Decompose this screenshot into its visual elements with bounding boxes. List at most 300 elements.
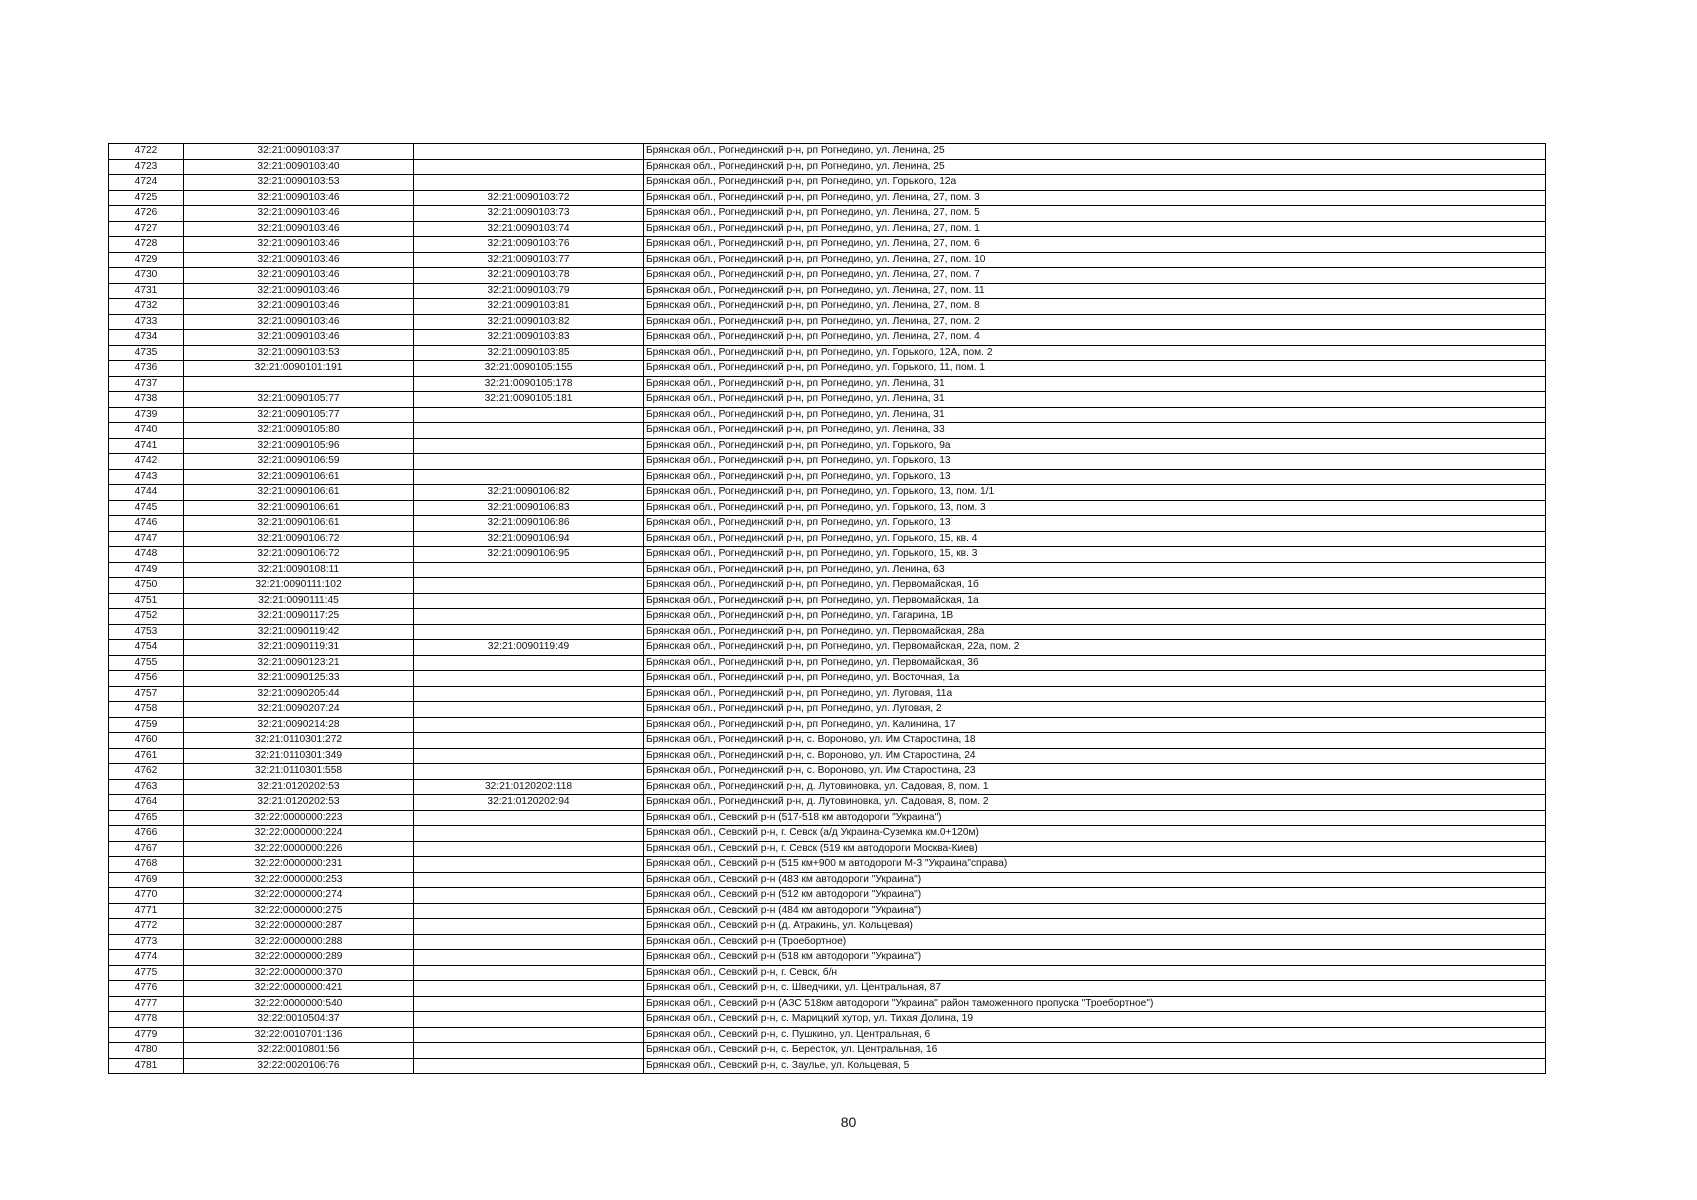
row-number-cell: 4748 bbox=[109, 547, 184, 563]
table-row bbox=[109, 516, 1546, 532]
row-number-cell: 4744 bbox=[109, 485, 184, 501]
table-row bbox=[109, 810, 1546, 826]
cadastral-number-cell: 32:21:0090106:61 bbox=[184, 500, 414, 516]
row-number-cell: 4732 bbox=[109, 299, 184, 315]
sub-cadastral-number-cell bbox=[414, 733, 644, 749]
address-cell: Брянская обл., Севский р-н, с. Пушкино, ул. Центральная, 6 bbox=[644, 1027, 1546, 1043]
row-number-cell: 4763 bbox=[109, 779, 184, 795]
table-row bbox=[109, 221, 1546, 237]
sub-cadastral-number-cell bbox=[414, 841, 644, 857]
cadastral-number-cell: 32:22:0010504:37 bbox=[184, 1012, 414, 1028]
address-cell: Брянская обл., Севский р-н (515 км+900 м автодороги М-3 "Украина"справа) bbox=[644, 857, 1546, 873]
address-cell: Брянская обл., Рогнединский р-н, с. Вороново, ул. Им Старостина, 24 bbox=[644, 748, 1546, 764]
sub-cadastral-number-cell bbox=[414, 454, 644, 470]
sub-cadastral-number-cell bbox=[414, 686, 644, 702]
cadastral-number-cell: 32:21:0090108:11 bbox=[184, 562, 414, 578]
sub-cadastral-number-cell bbox=[414, 175, 644, 191]
cadastral-number-cell: 32:21:0110301:272 bbox=[184, 733, 414, 749]
table-row bbox=[109, 872, 1546, 888]
cadastral-number-cell: 32:22:0010701:136 bbox=[184, 1027, 414, 1043]
sub-cadastral-number-cell bbox=[414, 1012, 644, 1028]
address-cell: Брянская обл., Рогнединский р-н, рп Рогнедино, ул. Ленина, 27, пом. 7 bbox=[644, 268, 1546, 284]
cadastral-number-cell: 32:21:0090103:46 bbox=[184, 299, 414, 315]
row-number-cell: 4776 bbox=[109, 981, 184, 997]
cadastral-number-cell: 32:22:0000000:253 bbox=[184, 872, 414, 888]
row-number-cell: 4747 bbox=[109, 531, 184, 547]
row-number-cell: 4737 bbox=[109, 376, 184, 392]
address-cell: Брянская обл., Рогнединский р-н, с. Вороново, ул. Им Старостина, 18 bbox=[644, 733, 1546, 749]
sub-cadastral-number-cell: 32:21:0090105:181 bbox=[414, 392, 644, 408]
address-cell: Брянская обл., Рогнединский р-н, рп Рогнедино, ул. Ленина, 31 bbox=[644, 392, 1546, 408]
sub-cadastral-number-cell: 32:21:0090103:82 bbox=[414, 314, 644, 330]
row-number-cell: 4771 bbox=[109, 903, 184, 919]
address-cell: Брянская обл., Рогнединский р-н, рп Рогнедино, ул. Горького, 15, кв. 4 bbox=[644, 531, 1546, 547]
table-row bbox=[109, 841, 1546, 857]
table-row bbox=[109, 950, 1546, 966]
sub-cadastral-number-cell bbox=[414, 159, 644, 175]
table-row bbox=[109, 702, 1546, 718]
table-row bbox=[109, 1027, 1546, 1043]
address-cell: Брянская обл., Рогнединский р-н, рп Рогнедино, ул. Ленина, 27, пом. 10 bbox=[644, 252, 1546, 268]
row-number-cell: 4731 bbox=[109, 283, 184, 299]
row-number-cell: 4753 bbox=[109, 624, 184, 640]
cadastral-number-cell: 32:21:0090105:77 bbox=[184, 407, 414, 423]
address-cell: Брянская обл., Севский р-н, с. Марицкий хутор, ул. Тихая Долина, 19 bbox=[644, 1012, 1546, 1028]
sub-cadastral-number-cell bbox=[414, 562, 644, 578]
sub-cadastral-number-cell: 32:21:0090103:73 bbox=[414, 206, 644, 222]
sub-cadastral-number-cell: 32:21:0090103:78 bbox=[414, 268, 644, 284]
row-number-cell: 4762 bbox=[109, 764, 184, 780]
row-number-cell: 4764 bbox=[109, 795, 184, 811]
row-number-cell: 4740 bbox=[109, 423, 184, 439]
row-number-cell: 4724 bbox=[109, 175, 184, 191]
sub-cadastral-number-cell: 32:21:0090106:86 bbox=[414, 516, 644, 532]
address-cell: Брянская обл., Рогнединский р-н, рп Рогнедино, ул. Ленина, 27, пом. 8 bbox=[644, 299, 1546, 315]
address-cell: Брянская обл., Рогнединский р-н, д. Лутовиновка, ул. Садовая, 8, пом. 2 bbox=[644, 795, 1546, 811]
address-cell: Брянская обл., Рогнединский р-н, рп Рогнедино, ул. Ленина, 33 bbox=[644, 423, 1546, 439]
row-number-cell: 4767 bbox=[109, 841, 184, 857]
table-row bbox=[109, 655, 1546, 671]
cadastral-number-cell: 32:22:0000000:287 bbox=[184, 919, 414, 935]
address-cell: Брянская обл., Рогнединский р-н, рп Рогнедино, ул. Ленина, 25 bbox=[644, 159, 1546, 175]
row-number-cell: 4735 bbox=[109, 345, 184, 361]
table-row bbox=[109, 965, 1546, 981]
table-row bbox=[109, 175, 1546, 191]
cadastral-number-cell: 32:21:0090103:46 bbox=[184, 330, 414, 346]
sub-cadastral-number-cell bbox=[414, 888, 644, 904]
row-number-cell: 4766 bbox=[109, 826, 184, 842]
sub-cadastral-number-cell: 32:21:0090103:72 bbox=[414, 190, 644, 206]
address-cell: Брянская обл., Рогнединский р-н, рп Рогнедино, ул. Ленина, 27, пом. 3 bbox=[644, 190, 1546, 206]
address-cell: Брянская обл., Рогнединский р-н, рп Рогнедино, ул. Гагарина, 1В bbox=[644, 609, 1546, 625]
table-row bbox=[109, 578, 1546, 594]
row-number-cell: 4741 bbox=[109, 438, 184, 454]
row-number-cell: 4736 bbox=[109, 361, 184, 377]
row-number-cell: 4726 bbox=[109, 206, 184, 222]
address-cell: Брянская обл., Севский р-н, с. Шведчики, ул. Центральная, 87 bbox=[644, 981, 1546, 997]
table-row bbox=[109, 252, 1546, 268]
cadastral-number-cell: 32:21:0090125:33 bbox=[184, 671, 414, 687]
table-row bbox=[109, 469, 1546, 485]
sub-cadastral-number-cell bbox=[414, 1058, 644, 1074]
address-cell: Брянская обл., Севский р-н, г. Севск (а/д Украина-Суземка км.0+120м) bbox=[644, 826, 1546, 842]
cadastral-number-cell: 32:21:0120202:53 bbox=[184, 795, 414, 811]
table-row bbox=[109, 826, 1546, 842]
row-number-cell: 4779 bbox=[109, 1027, 184, 1043]
table-row bbox=[109, 857, 1546, 873]
sub-cadastral-number-cell bbox=[414, 965, 644, 981]
address-cell: Брянская обл., Севский р-н (Троебортное) bbox=[644, 934, 1546, 950]
row-number-cell: 4733 bbox=[109, 314, 184, 330]
address-cell: Брянская обл., Рогнединский р-н, рп Рогнедино, ул. Первомайская, 1б bbox=[644, 578, 1546, 594]
address-cell: Брянская обл., Рогнединский р-н, рп Рогнедино, ул. Горького, 13 bbox=[644, 516, 1546, 532]
table-row bbox=[109, 237, 1546, 253]
cadastral-number-cell: 32:21:0090105:80 bbox=[184, 423, 414, 439]
row-number-cell: 4777 bbox=[109, 996, 184, 1012]
table-row bbox=[109, 1058, 1546, 1074]
row-number-cell: 4760 bbox=[109, 733, 184, 749]
sub-cadastral-number-cell: 32:21:0090105:155 bbox=[414, 361, 644, 377]
address-cell: Брянская обл., Севский р-н (484 км автодороги "Украина") bbox=[644, 903, 1546, 919]
cadastral-number-cell: 32:21:0090205:44 bbox=[184, 686, 414, 702]
table-row bbox=[109, 330, 1546, 346]
sub-cadastral-number-cell bbox=[414, 407, 644, 423]
cadastral-number-cell: 32:21:0090111:45 bbox=[184, 593, 414, 609]
table-row bbox=[109, 268, 1546, 284]
property-registry-table bbox=[108, 143, 1546, 1074]
sub-cadastral-number-cell bbox=[414, 423, 644, 439]
address-cell: Брянская обл., Рогнединский р-н, рп Рогнедино, ул. Ленина, 27, пом. 1 bbox=[644, 221, 1546, 237]
table-row bbox=[109, 190, 1546, 206]
cadastral-number-cell: 32:21:0090106:61 bbox=[184, 516, 414, 532]
address-cell: Брянская обл., Севский р-н (д. Атракинь, ул. Кольцевая) bbox=[644, 919, 1546, 935]
cadastral-number-cell: 32:21:0090103:46 bbox=[184, 268, 414, 284]
row-number-cell: 4755 bbox=[109, 655, 184, 671]
sub-cadastral-number-cell bbox=[414, 717, 644, 733]
cadastral-number-cell: 32:21:0090214:28 bbox=[184, 717, 414, 733]
cadastral-number-cell: 32:21:0090117:25 bbox=[184, 609, 414, 625]
address-cell: Брянская обл., Рогнединский р-н, рп Рогнедино, ул. Первомайская, 22а, пом. 2 bbox=[644, 640, 1546, 656]
address-cell: Брянская обл., Рогнединский р-н, рп Рогнедино, ул. Горького, 12а bbox=[644, 175, 1546, 191]
table-row bbox=[109, 361, 1546, 377]
row-number-cell: 4761 bbox=[109, 748, 184, 764]
cadastral-number-cell: 32:21:0090111:102 bbox=[184, 578, 414, 594]
cadastral-number-cell: 32:21:0090106:72 bbox=[184, 547, 414, 563]
sub-cadastral-number-cell bbox=[414, 469, 644, 485]
row-number-cell: 4742 bbox=[109, 454, 184, 470]
row-number-cell: 4781 bbox=[109, 1058, 184, 1074]
sub-cadastral-number-cell bbox=[414, 609, 644, 625]
sub-cadastral-number-cell bbox=[414, 919, 644, 935]
cadastral-number-cell: 32:21:0090105:77 bbox=[184, 392, 414, 408]
cadastral-number-cell: 32:22:0000000:289 bbox=[184, 950, 414, 966]
address-cell: Брянская обл., Севский р-н (АЗС 518км автодороги "Украина" район таможенного пропуска "Троебортное") bbox=[644, 996, 1546, 1012]
address-cell: Брянская обл., Севский р-н, с. Бересток, ул. Центральная, 16 bbox=[644, 1043, 1546, 1059]
row-number-cell: 4765 bbox=[109, 810, 184, 826]
address-cell: Брянская обл., Севский р-н (512 км автодороги "Украина") bbox=[644, 888, 1546, 904]
sub-cadastral-number-cell: 32:21:0090103:76 bbox=[414, 237, 644, 253]
cadastral-number-cell: 32:22:0000000:540 bbox=[184, 996, 414, 1012]
address-cell: Брянская обл., Рогнединский р-н, рп Рогнедино, ул. Ленина, 25 bbox=[644, 144, 1546, 160]
sub-cadastral-number-cell bbox=[414, 934, 644, 950]
table-row bbox=[109, 903, 1546, 919]
table-row bbox=[109, 640, 1546, 656]
table-row bbox=[109, 671, 1546, 687]
sub-cadastral-number-cell: 32:21:0090103:74 bbox=[414, 221, 644, 237]
address-cell: Брянская обл., Рогнединский р-н, с. Вороново, ул. Им Старостина, 23 bbox=[644, 764, 1546, 780]
row-number-cell: 4774 bbox=[109, 950, 184, 966]
address-cell: Брянская обл., Рогнединский р-н, рп Рогнедино, ул. Ленина, 31 bbox=[644, 407, 1546, 423]
address-cell: Брянская обл., Рогнединский р-н, рп Рогнедино, ул. Ленина, 27, пом. 11 bbox=[644, 283, 1546, 299]
address-cell: Брянская обл., Рогнединский р-н, рп Рогнедино, ул. Восточная, 1а bbox=[644, 671, 1546, 687]
sub-cadastral-number-cell bbox=[414, 810, 644, 826]
table-row bbox=[109, 206, 1546, 222]
cadastral-number-cell: 32:22:0000000:274 bbox=[184, 888, 414, 904]
address-cell: Брянская обл., Рогнединский р-н, рп Рогнедино, ул. Ленина, 27, пом. 5 bbox=[644, 206, 1546, 222]
sub-cadastral-number-cell: 32:21:0090106:95 bbox=[414, 547, 644, 563]
cadastral-number-cell: 32:22:0000000:231 bbox=[184, 857, 414, 873]
sub-cadastral-number-cell: 32:21:0090106:94 bbox=[414, 531, 644, 547]
address-cell: Брянская обл., Севский р-н (483 км автодороги "Украина") bbox=[644, 872, 1546, 888]
table-row bbox=[109, 888, 1546, 904]
row-number-cell: 4780 bbox=[109, 1043, 184, 1059]
sub-cadastral-number-cell bbox=[414, 826, 644, 842]
address-cell: Брянская обл., Рогнединский р-н, рп Рогнедино, ул. Горького, 12А, пом. 2 bbox=[644, 345, 1546, 361]
address-cell: Брянская обл., Рогнединский р-н, рп Рогнедино, ул. Первомайская, 36 bbox=[644, 655, 1546, 671]
table-row bbox=[109, 454, 1546, 470]
sub-cadastral-number-cell bbox=[414, 624, 644, 640]
address-cell: Брянская обл., Севский р-н, г. Севск, б/н bbox=[644, 965, 1546, 981]
sub-cadastral-number-cell bbox=[414, 981, 644, 997]
sub-cadastral-number-cell: 32:21:0090103:83 bbox=[414, 330, 644, 346]
cadastral-number-cell: 32:21:0090103:46 bbox=[184, 283, 414, 299]
sub-cadastral-number-cell: 32:21:0090103:85 bbox=[414, 345, 644, 361]
sub-cadastral-number-cell bbox=[414, 593, 644, 609]
row-number-cell: 4738 bbox=[109, 392, 184, 408]
cadastral-number-cell: 32:21:0090103:40 bbox=[184, 159, 414, 175]
cadastral-number-cell: 32:21:0090119:31 bbox=[184, 640, 414, 656]
row-number-cell: 4759 bbox=[109, 717, 184, 733]
table-row bbox=[109, 407, 1546, 423]
table-row bbox=[109, 562, 1546, 578]
address-cell: Брянская обл., Рогнединский р-н, д. Лутовиновка, ул. Садовая, 8, пом. 1 bbox=[644, 779, 1546, 795]
row-number-cell: 4757 bbox=[109, 686, 184, 702]
sub-cadastral-number-cell bbox=[414, 144, 644, 160]
row-number-cell: 4751 bbox=[109, 593, 184, 609]
row-number-cell: 4758 bbox=[109, 702, 184, 718]
table-row bbox=[109, 593, 1546, 609]
sub-cadastral-number-cell: 32:21:0090103:81 bbox=[414, 299, 644, 315]
sub-cadastral-number-cell bbox=[414, 857, 644, 873]
address-cell: Брянская обл., Рогнединский р-н, рп Рогнедино, ул. Калинина, 17 bbox=[644, 717, 1546, 733]
sub-cadastral-number-cell: 32:21:0090119:49 bbox=[414, 640, 644, 656]
sub-cadastral-number-cell: 32:21:0120202:94 bbox=[414, 795, 644, 811]
sub-cadastral-number-cell bbox=[414, 748, 644, 764]
cadastral-number-cell: 32:21:0090103:46 bbox=[184, 190, 414, 206]
address-cell: Брянская обл., Рогнединский р-н, рп Рогнедино, ул. Горького, 13 bbox=[644, 469, 1546, 485]
table-row bbox=[109, 144, 1546, 160]
cadastral-number-cell: 32:21:0090103:46 bbox=[184, 221, 414, 237]
page-number: 80 bbox=[840, 1114, 857, 1130]
table-row bbox=[109, 609, 1546, 625]
sub-cadastral-number-cell bbox=[414, 702, 644, 718]
cadastral-number-cell: 32:22:0000000:224 bbox=[184, 826, 414, 842]
address-cell: Брянская обл., Рогнединский р-н, рп Рогнедино, ул. Луговая, 11а bbox=[644, 686, 1546, 702]
address-cell: Брянская обл., Рогнединский р-н, рп Рогнедино, ул. Горького, 15, кв. 3 bbox=[644, 547, 1546, 563]
row-number-cell: 4769 bbox=[109, 872, 184, 888]
table-row bbox=[109, 1043, 1546, 1059]
address-cell: Брянская обл., Рогнединский р-н, рп Рогнедино, ул. Ленина, 27, пом. 2 bbox=[644, 314, 1546, 330]
row-number-cell: 4775 bbox=[109, 965, 184, 981]
table-row bbox=[109, 779, 1546, 795]
row-number-cell: 4722 bbox=[109, 144, 184, 160]
cadastral-number-cell: 32:21:0090207:24 bbox=[184, 702, 414, 718]
table-row bbox=[109, 531, 1546, 547]
table-row bbox=[109, 392, 1546, 408]
table-row bbox=[109, 423, 1546, 439]
address-cell: Брянская обл., Рогнединский р-н, рп Рогнедино, ул. Горького, 13, пом. 1/1 bbox=[644, 485, 1546, 501]
sub-cadastral-number-cell bbox=[414, 950, 644, 966]
sub-cadastral-number-cell: 32:21:0090103:77 bbox=[414, 252, 644, 268]
table-row bbox=[109, 1012, 1546, 1028]
table-row bbox=[109, 283, 1546, 299]
row-number-cell: 4734 bbox=[109, 330, 184, 346]
table-row bbox=[109, 717, 1546, 733]
cadastral-number-cell: 32:21:0090106:61 bbox=[184, 469, 414, 485]
table-row bbox=[109, 624, 1546, 640]
table-row bbox=[109, 438, 1546, 454]
row-number-cell: 4772 bbox=[109, 919, 184, 935]
cadastral-number-cell: 32:21:0090103:37 bbox=[184, 144, 414, 160]
address-cell: Брянская обл., Рогнединский р-н, рп Рогнедино, ул. Горького, 9а bbox=[644, 438, 1546, 454]
address-cell: Брянская обл., Рогнединский р-н, рп Рогнедино, ул. Горького, 13 bbox=[644, 454, 1546, 470]
row-number-cell: 4745 bbox=[109, 500, 184, 516]
address-cell: Брянская обл., Севский р-н, с. Заулье, ул. Кольцевая, 5 bbox=[644, 1058, 1546, 1074]
address-cell: Брянская обл., Севский р-н (517-518 км автодороги "Украина") bbox=[644, 810, 1546, 826]
cadastral-number-cell: 32:22:0000000:421 bbox=[184, 981, 414, 997]
row-number-cell: 4723 bbox=[109, 159, 184, 175]
row-number-cell: 4730 bbox=[109, 268, 184, 284]
row-number-cell: 4746 bbox=[109, 516, 184, 532]
address-cell: Брянская обл., Севский р-н (518 км автодороги "Украина") bbox=[644, 950, 1546, 966]
sub-cadastral-number-cell bbox=[414, 438, 644, 454]
row-number-cell: 4727 bbox=[109, 221, 184, 237]
table-row bbox=[109, 764, 1546, 780]
cadastral-number-cell: 32:21:0090119:42 bbox=[184, 624, 414, 640]
table-row bbox=[109, 500, 1546, 516]
address-cell: Брянская обл., Севский р-н, г. Севск (519 км автодороги Москва-Киев) bbox=[644, 841, 1546, 857]
cadastral-number-cell: 32:22:0000000:275 bbox=[184, 903, 414, 919]
sub-cadastral-number-cell bbox=[414, 996, 644, 1012]
row-number-cell: 4773 bbox=[109, 934, 184, 950]
address-cell: Брянская обл., Рогнединский р-н, рп Рогнедино, ул. Луговая, 2 bbox=[644, 702, 1546, 718]
registry-table-body bbox=[109, 144, 1546, 1074]
table-row bbox=[109, 159, 1546, 175]
table-row bbox=[109, 485, 1546, 501]
cadastral-number-cell: 32:21:0090106:61 bbox=[184, 485, 414, 501]
table-row bbox=[109, 733, 1546, 749]
address-cell: Брянская обл., Рогнединский р-н, рп Рогнедино, ул. Первомайская, 1а bbox=[644, 593, 1546, 609]
address-cell: Брянская обл., Рогнединский р-н, рп Рогнедино, ул. Ленина, 27, пом. 4 bbox=[644, 330, 1546, 346]
row-number-cell: 4749 bbox=[109, 562, 184, 578]
table-row bbox=[109, 314, 1546, 330]
cadastral-number-cell: 32:21:0090123:21 bbox=[184, 655, 414, 671]
address-cell: Брянская обл., Рогнединский р-н, рп Рогнедино, ул. Горького, 11, пом. 1 bbox=[644, 361, 1546, 377]
cadastral-number-cell: 32:22:0000000:288 bbox=[184, 934, 414, 950]
cadastral-number-cell bbox=[184, 376, 414, 392]
cadastral-number-cell: 32:21:0090103:53 bbox=[184, 345, 414, 361]
sub-cadastral-number-cell bbox=[414, 655, 644, 671]
cadastral-number-cell: 32:22:0010801:56 bbox=[184, 1043, 414, 1059]
cadastral-number-cell: 32:21:0090103:46 bbox=[184, 237, 414, 253]
cadastral-number-cell: 32:21:0090105:96 bbox=[184, 438, 414, 454]
cadastral-number-cell: 32:22:0000000:370 bbox=[184, 965, 414, 981]
sub-cadastral-number-cell bbox=[414, 1027, 644, 1043]
table-row bbox=[109, 996, 1546, 1012]
cadastral-number-cell: 32:22:0000000:223 bbox=[184, 810, 414, 826]
cadastral-number-cell: 32:21:0090103:46 bbox=[184, 206, 414, 222]
cadastral-number-cell: 32:22:0020106:76 bbox=[184, 1058, 414, 1074]
cadastral-number-cell: 32:21:0090103:46 bbox=[184, 252, 414, 268]
sub-cadastral-number-cell: 32:21:0120202:118 bbox=[414, 779, 644, 795]
sub-cadastral-number-cell bbox=[414, 872, 644, 888]
cadastral-number-cell: 32:22:0000000:226 bbox=[184, 841, 414, 857]
address-cell: Брянская обл., Рогнединский р-н, рп Рогнедино, ул. Горького, 13, пом. 3 bbox=[644, 500, 1546, 516]
row-number-cell: 4778 bbox=[109, 1012, 184, 1028]
cadastral-number-cell: 32:21:0120202:53 bbox=[184, 779, 414, 795]
address-cell: Брянская обл., Рогнединский р-н, рп Рогнедино, ул. Ленина, 63 bbox=[644, 562, 1546, 578]
sub-cadastral-number-cell: 32:21:0090105:178 bbox=[414, 376, 644, 392]
row-number-cell: 4739 bbox=[109, 407, 184, 423]
table-row bbox=[109, 345, 1546, 361]
sub-cadastral-number-cell: 32:21:0090106:83 bbox=[414, 500, 644, 516]
row-number-cell: 4754 bbox=[109, 640, 184, 656]
address-cell: Брянская обл., Рогнединский р-н, рп Рогнедино, ул. Первомайская, 28а bbox=[644, 624, 1546, 640]
row-number-cell: 4729 bbox=[109, 252, 184, 268]
sub-cadastral-number-cell bbox=[414, 1043, 644, 1059]
table-row bbox=[109, 376, 1546, 392]
table-row bbox=[109, 919, 1546, 935]
address-cell: Брянская обл., Рогнединский р-н, рп Рогнедино, ул. Ленина, 27, пом. 6 bbox=[644, 237, 1546, 253]
sub-cadastral-number-cell: 32:21:0090103:79 bbox=[414, 283, 644, 299]
cadastral-number-cell: 32:21:0090106:59 bbox=[184, 454, 414, 470]
cadastral-number-cell: 32:21:0110301:558 bbox=[184, 764, 414, 780]
sub-cadastral-number-cell bbox=[414, 671, 644, 687]
row-number-cell: 4770 bbox=[109, 888, 184, 904]
cadastral-number-cell: 32:21:0090103:46 bbox=[184, 314, 414, 330]
sub-cadastral-number-cell bbox=[414, 903, 644, 919]
row-number-cell: 4750 bbox=[109, 578, 184, 594]
row-number-cell: 4725 bbox=[109, 190, 184, 206]
row-number-cell: 4728 bbox=[109, 237, 184, 253]
row-number-cell: 4756 bbox=[109, 671, 184, 687]
cadastral-number-cell: 32:21:0110301:349 bbox=[184, 748, 414, 764]
sub-cadastral-number-cell bbox=[414, 764, 644, 780]
table-row bbox=[109, 981, 1546, 997]
cadastral-number-cell: 32:21:0090101:191 bbox=[184, 361, 414, 377]
row-number-cell: 4743 bbox=[109, 469, 184, 485]
table-row bbox=[109, 795, 1546, 811]
sub-cadastral-number-cell: 32:21:0090106:82 bbox=[414, 485, 644, 501]
table-row bbox=[109, 547, 1546, 563]
cadastral-number-cell: 32:21:0090103:53 bbox=[184, 175, 414, 191]
table-row bbox=[109, 748, 1546, 764]
table-row bbox=[109, 686, 1546, 702]
sub-cadastral-number-cell bbox=[414, 578, 644, 594]
row-number-cell: 4768 bbox=[109, 857, 184, 873]
table-row bbox=[109, 934, 1546, 950]
cadastral-number-cell: 32:21:0090106:72 bbox=[184, 531, 414, 547]
